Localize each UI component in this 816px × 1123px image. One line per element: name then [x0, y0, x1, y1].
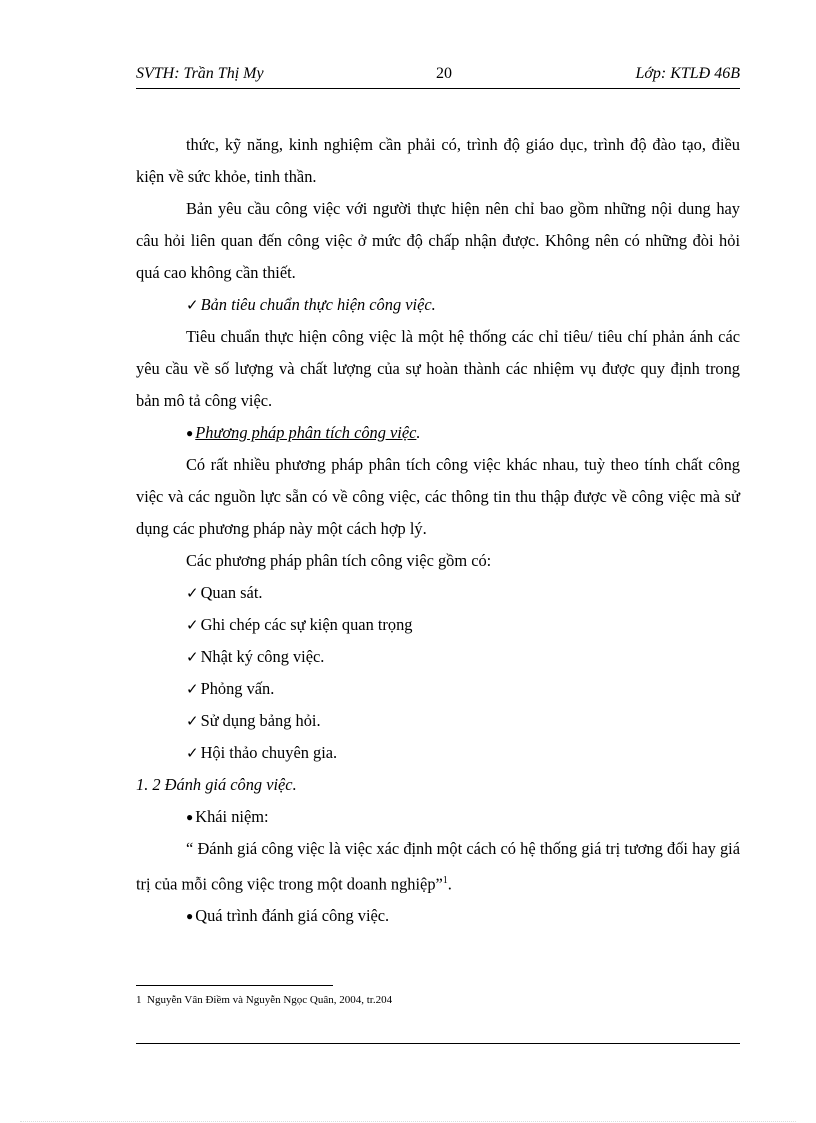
bullet-item-period: .: [416, 423, 421, 442]
checklist-item-standard: [136, 289, 740, 321]
method-label: Ghi chép các sự kiện quan trọng: [200, 615, 413, 634]
checkmark-icon: ✓: [186, 296, 199, 314]
method-label: Phỏng vấn.: [200, 679, 275, 698]
paragraph-5: Các phương pháp phân tích công việc gồm có:: [186, 551, 492, 570]
page-number: 20: [436, 65, 452, 82]
bullet-item-process: [136, 900, 740, 932]
paragraph-2: Bản yêu cầu công việc với người thực hiện nên chỉ bao gồm những nội dung hay câu hỏi liên quan đến công việc ở mức độ chấp nhận được. Không nên có những đòi hỏi quá cao không cần thiết.: [136, 199, 740, 282]
quote-text: “ Đánh giá công việc là việc xác định một cách có hệ thống giá trị tương đối hay giá trị của mỗi công việc trong một doanh nghiệp”: [136, 839, 740, 894]
section-heading: 1. 2 Đánh giá công việc.: [136, 775, 297, 794]
page-header: [136, 64, 740, 89]
checkmark-icon: ✓: [186, 648, 199, 666]
method-label: Quan sát.: [200, 583, 263, 602]
footnote-divider: [136, 985, 333, 986]
page-edge: [20, 1121, 796, 1122]
checkmark-icon: ✓: [186, 680, 199, 698]
footnote-text: Nguyễn Vân Điềm và Nguyễn Ngọc Quân, 2004, tr.204: [147, 994, 393, 1006]
bullet-icon: ●: [186, 810, 194, 824]
student-name: SVTH: Trần Thị My: [136, 65, 264, 82]
method-item: [136, 577, 740, 609]
method-item: [136, 705, 740, 737]
footnote: [136, 994, 392, 1006]
bullet-icon: ●: [186, 909, 194, 924]
page-body: [136, 129, 740, 932]
method-label: Hội thảo chuyên gia.: [200, 743, 338, 762]
bullet-item-methods: [136, 417, 740, 449]
method-item: [136, 609, 740, 641]
checkmark-icon: ✓: [186, 616, 199, 634]
checkmark-icon: ✓: [186, 712, 199, 730]
footnote-marker: 1: [136, 994, 142, 1006]
bullet-item-label: Khái niệm:: [195, 807, 269, 826]
method-label: Sử dụng bảng hỏi.: [200, 711, 321, 730]
paragraph-4: Có rất nhiều phương pháp phân tích công việc khác nhau, tuỳ theo tính chất công việc và các nguồn lực sẵn có về công việc, các thông tin thu thập được về công việc mà sử dụng các phương pháp này một cách hợp lý.: [136, 455, 740, 538]
checklist-item-label: Bản tiêu chuẩn thực hiện công việc.: [200, 295, 436, 314]
paragraph-3: Tiêu chuẩn thực hiện công việc là một hệ thống các chỉ tiêu/ tiêu chí phản ánh các yêu cầu về số lượng và chất lượng của sự hoàn thành các nhiệm vụ được quy định trong bản mô tả công việc.: [136, 327, 740, 410]
bullet-icon: ●: [186, 426, 194, 440]
method-item: [136, 737, 740, 769]
checkmark-icon: ✓: [186, 744, 199, 762]
method-label: Nhật ký công việc.: [200, 647, 325, 666]
bullet-item-concept: [136, 801, 740, 833]
bullet-item-label: Phương pháp phân tích công việc: [195, 423, 417, 442]
bullet-item-label: Quá trình đánh giá công việc.: [195, 906, 390, 926]
paragraph-1: thức, kỹ năng, kinh nghiệm cần phải có, trình độ giáo dục, trình độ đào tạo, điều kiện về sức khỏe, tinh thần.: [136, 135, 740, 186]
definition-quote: [136, 833, 740, 900]
footnote-reference: 1: [442, 875, 448, 886]
class-name: Lớp: KTLĐ 46B: [635, 65, 740, 82]
method-item: [136, 673, 740, 705]
checkmark-icon: ✓: [186, 584, 199, 602]
method-item: [136, 641, 740, 673]
footer-divider: [136, 1043, 740, 1044]
quote-period: .: [447, 874, 452, 894]
